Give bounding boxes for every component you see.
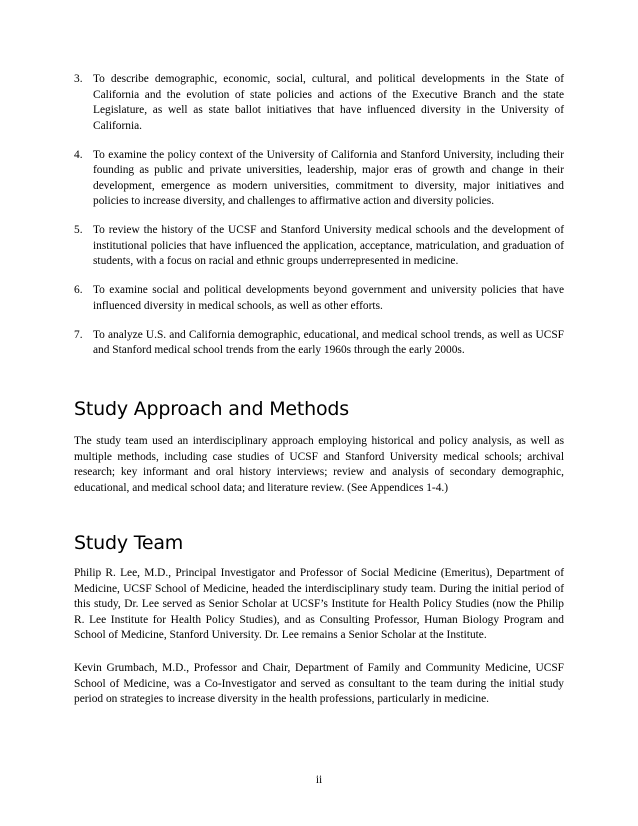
- list-item-number: 7.: [74, 328, 83, 341]
- list-item-number: 4.: [74, 148, 83, 161]
- list-item-text: To describe demographic, economic, social, cultural, and political developments in the State of California and the evolution of state policies and actions of the Executive Branch and the state Legislature, as well as state ballot initiatives that have influenced diversity in the University of California.: [93, 73, 564, 132]
- list-item: [74, 283, 564, 314]
- list-item-text: To review the history of the UCSF and Stanford University medical schools and the development of institutional policies that have influenced the application, acceptance, matriculation, and graduation of students, with a focus on racial and ethnic groups underrepresented in medicine.: [93, 224, 564, 267]
- list-item-number: 3.: [74, 73, 83, 85]
- team-paragraph-grumbach: Kevin Grumbach, M.D., Professor and Chair, Department of Family and Community Medicine, UCSF School of Medicine, was a Co-Investigator and served as consultant to the team during the initial study period on strategies to increase diversity in the health professions, particularly in medicine.: [74, 662, 564, 705]
- list-item-text: To examine social and political developments beyond government and university policies that have influenced diversity in medical schools, as well as other efforts.: [93, 284, 564, 312]
- list-item: [74, 72, 564, 134]
- list-item-number: 5.: [74, 224, 83, 236]
- section-heading-team: Study Team: [74, 532, 184, 554]
- objectives-list: [74, 72, 564, 372]
- list-item: [74, 148, 564, 210]
- list-item-text: To examine the policy context of the University of California and Stanford University, including their founding as public and private universities, leadership, major eras of growth and change in their development, emergence as modern universities, commitment to diversity, major initiatives and policies to increase diversity, and challenges to affirmative action and diversity policies.: [93, 148, 564, 207]
- section-heading-approach: Study Approach and Methods: [74, 398, 349, 420]
- list-item: [74, 328, 564, 359]
- list-item-number: 6.: [74, 284, 83, 296]
- list-item: [74, 223, 564, 270]
- list-item-text: To analyze U.S. and California demographic, educational, and medical school trends, as well as UCSF and Stanford medical school trends from the early 1960s through the early 2000s.: [93, 328, 564, 356]
- approach-paragraph: The study team used an interdisciplinary approach employing historical and policy analysis, as well as multiple methods, including case studies of UCSF and Stanford University medical schools; archival research; key informant and oral history interviews; review and analysis of secondary demographic, educational, and medical school data; and literature review. (See Appendices 1-4.): [74, 435, 564, 494]
- page-number: ii: [315, 774, 323, 786]
- team-paragraph-lee: Philip R. Lee, M.D., Principal Investigator and Professor of Social Medicine (Emeritus), Department of Medicine, UCSF School of Medicine, headed the interdisciplinary study team. During the initial period of this study, Dr. Lee served as Senior Scholar at UCSF’s Institute for Health Policy Studies (now the Philip R. Lee Institute for Health Policy Studies), and as Consulting Professor, Human Biology Program and School of Medicine, Stanford University. Dr. Lee remains a Senior Scholar at the Institute.: [74, 567, 564, 641]
